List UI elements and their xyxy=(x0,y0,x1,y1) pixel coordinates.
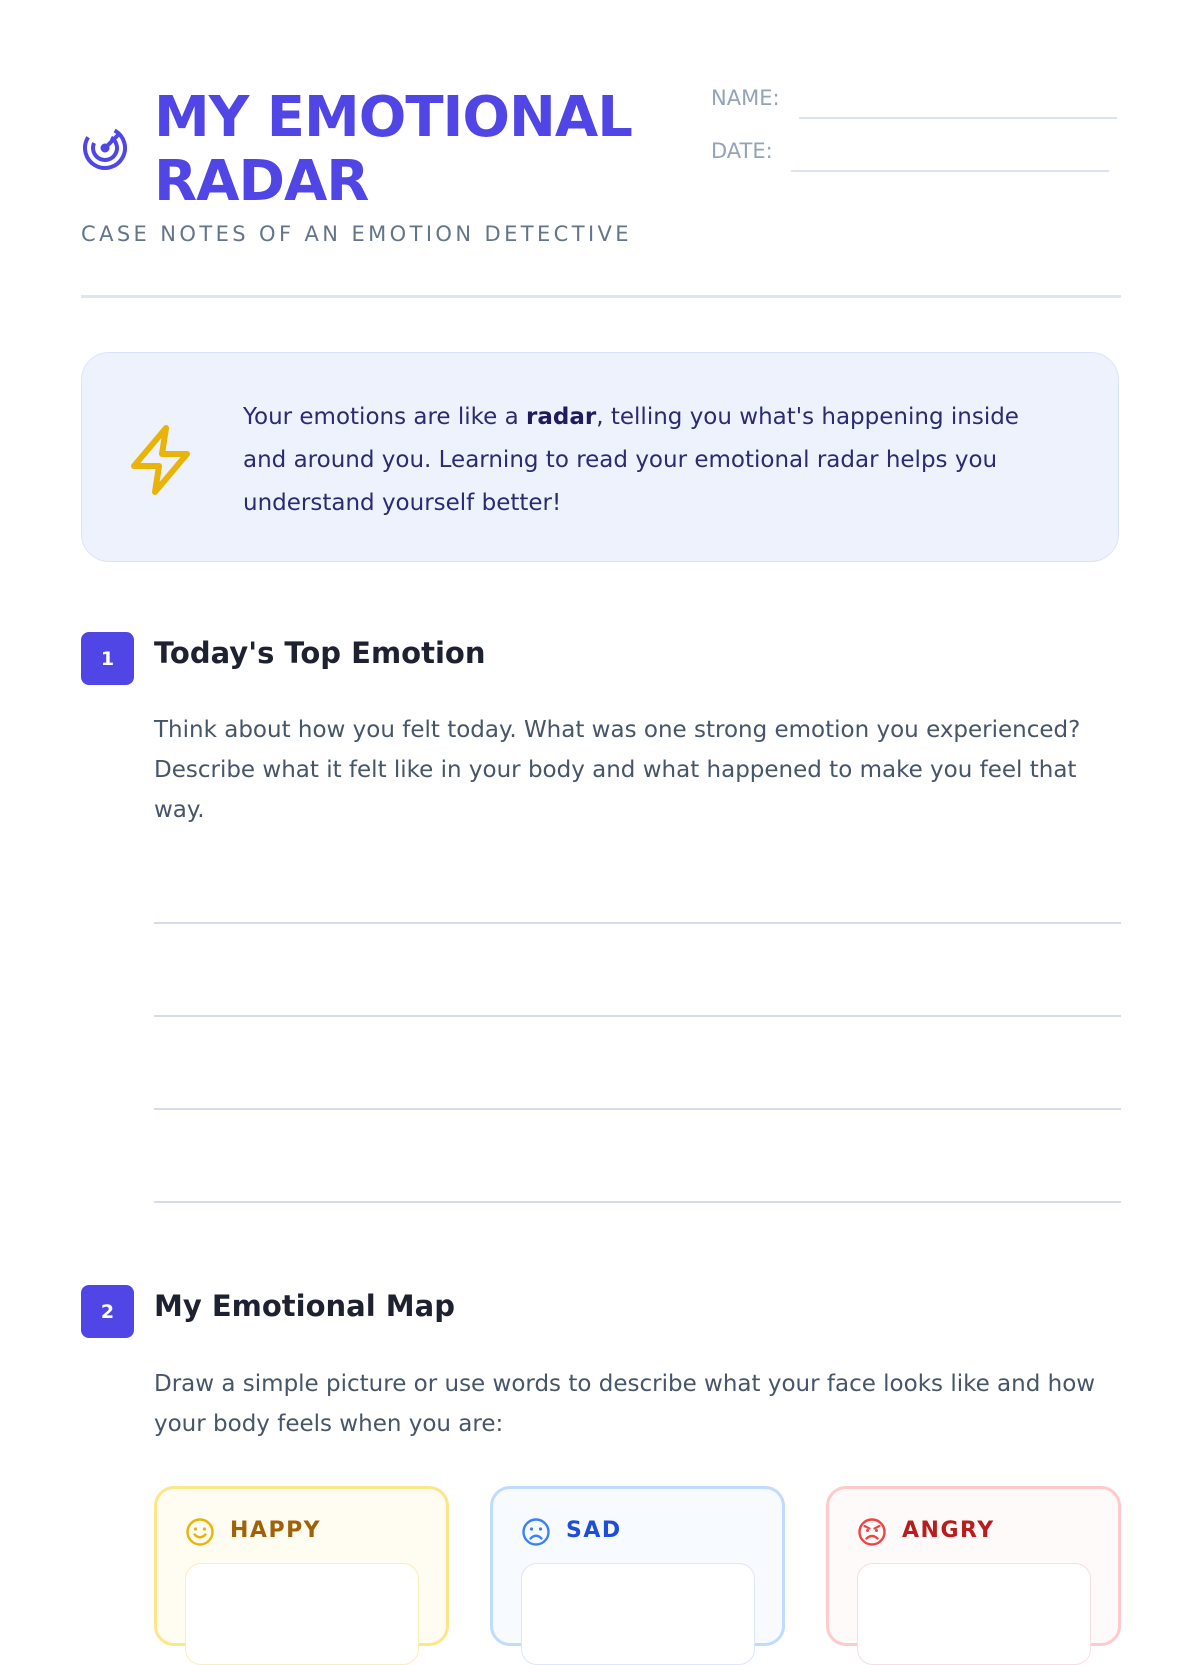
emotion-label: SAD xyxy=(566,1518,622,1543)
intro-bold-word: radar xyxy=(526,404,597,430)
emotion-card-sad xyxy=(490,1486,785,1646)
section-title: My Emotional Map xyxy=(154,1289,455,1323)
answer-line[interactable] xyxy=(154,922,1121,924)
intro-text: Your emotions are like a radar, telling you what's happening inside and around you. Learning to read your emotional radar helps you understand yourself better! xyxy=(243,404,1019,516)
emotion-card-angry xyxy=(826,1486,1121,1646)
date-write-line[interactable] xyxy=(791,170,1109,172)
answer-line[interactable] xyxy=(154,1015,1121,1017)
section-number-badge: 1 xyxy=(81,632,134,685)
answer-line[interactable] xyxy=(154,1108,1121,1110)
answer-line[interactable] xyxy=(154,1201,1121,1203)
radar-icon xyxy=(81,124,129,172)
emotion-label: HAPPY xyxy=(230,1518,322,1543)
section-instructions: Draw a simple picture or use words to describe what your face looks like and how your body feels when you are: xyxy=(154,1371,1096,1437)
drawing-area[interactable] xyxy=(857,1563,1091,1665)
intro-callout xyxy=(81,352,1119,562)
worksheet-page xyxy=(81,0,1121,1600)
smile-face-icon xyxy=(185,1517,215,1547)
sad-face-icon xyxy=(521,1517,551,1547)
header-divider xyxy=(81,295,1121,298)
angry-face-icon xyxy=(857,1517,887,1547)
emotion-card-happy xyxy=(154,1486,449,1646)
page-subtitle: CASE NOTES OF AN EMOTION DETECTIVE xyxy=(81,222,632,246)
name-write-line[interactable] xyxy=(799,117,1117,119)
worksheet-header xyxy=(81,86,1121,296)
date-label: DATE: xyxy=(711,139,773,163)
drawing-area[interactable] xyxy=(185,1563,419,1665)
name-field[interactable] xyxy=(711,86,780,110)
section-number-badge: 2 xyxy=(81,1285,134,1338)
section-instructions: Think about how you felt today. What was one strong emotion you experienced? Describe what it felt like in your body and what happened to make you feel that way. xyxy=(154,717,1081,823)
name-label: NAME: xyxy=(711,86,780,110)
lightning-bolt-icon xyxy=(126,422,196,498)
section-title: Today's Top Emotion xyxy=(154,636,486,670)
page-title: MY EMOTIONAL RADAR xyxy=(154,85,632,214)
emotion-label: ANGRY xyxy=(902,1518,995,1543)
date-field[interactable] xyxy=(711,139,773,163)
drawing-area[interactable] xyxy=(521,1563,755,1665)
